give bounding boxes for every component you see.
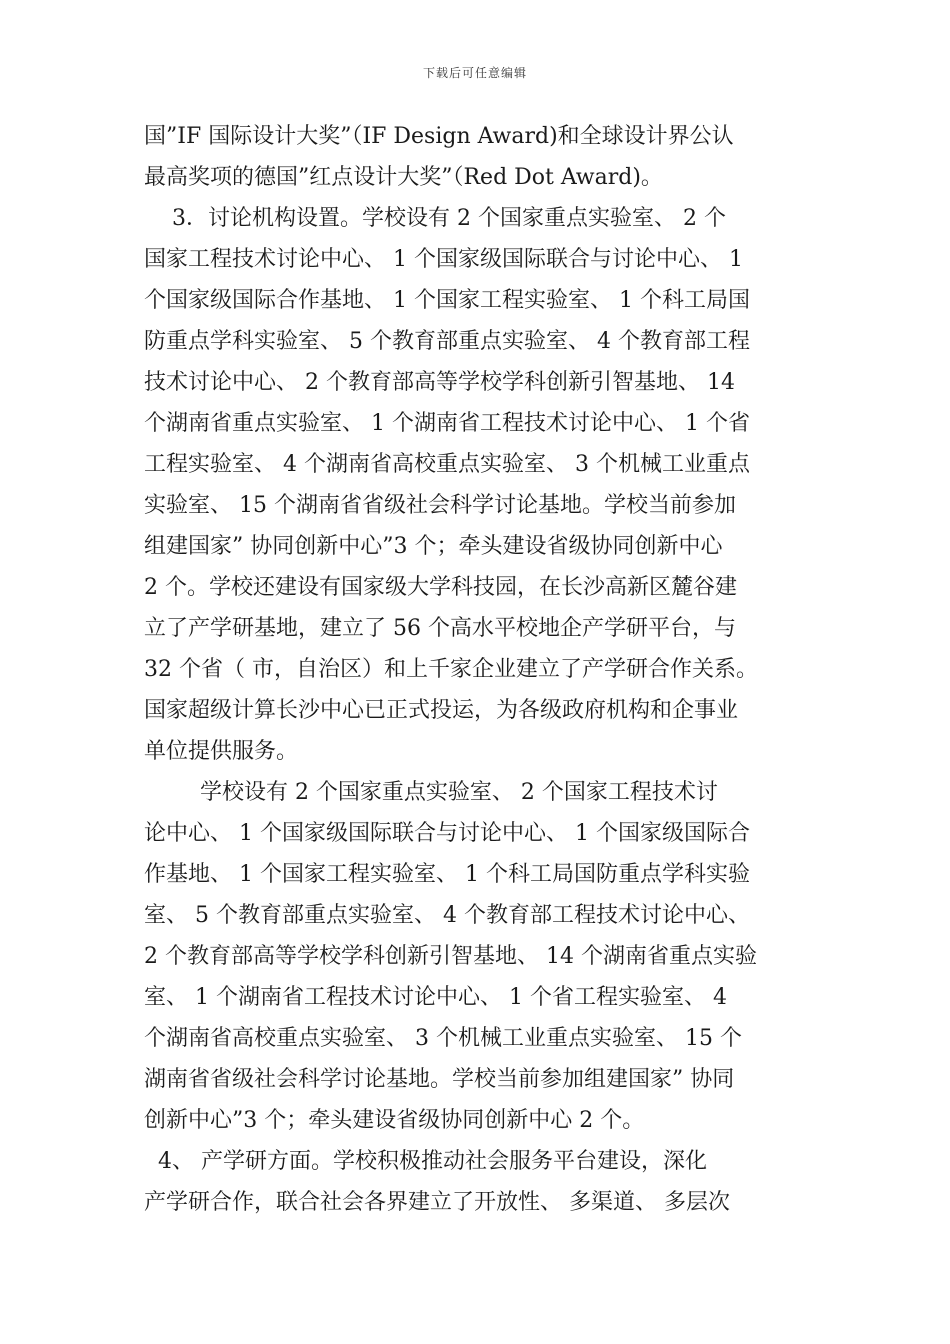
text-line: 32 个省（ 市，自治区）和上千家企业建立了产学研合作关系。	[144, 657, 758, 682]
text-line: 防重点学科实验室、 5 个教育部重点实验室、 4 个教育部工程	[144, 329, 750, 354]
text-line: 工程实验室、 4 个湖南省高校重点实验室、 3 个机械工业重点	[144, 452, 750, 477]
text-line: 2 个教育部高等学校学科创新引智基地、 14 个湖南省重点实验	[144, 944, 757, 969]
text-line: 2 个。学校还建设有国家级大学科技园，在长沙高新区麓谷建	[144, 575, 737, 600]
page-header: 下载后可任意编辑	[422, 66, 527, 80]
text-line: 个湖南省重点实验室、 1 个湖南省工程技术讨论中心、 1 个省	[144, 411, 750, 436]
text-line: 创新中心”3 个；牵头建设省级协同创新中心 2 个。	[144, 1108, 645, 1133]
text-line: 作基地、 1 个国家工程实验室、 1 个科工局国防重点学科实验	[144, 862, 750, 887]
text-line: 国家工程技术讨论中心、 1 个国家级国际联合与讨论中心、 1	[144, 247, 743, 272]
text-line: 单位提供服务。	[144, 739, 299, 764]
text-line: 4、 产学研方面。学校积极推动社会服务平台建设，深化	[144, 1149, 707, 1174]
text-line: 3．讨论机构设置。学校设有 2 个国家重点实验室、 2 个	[144, 206, 726, 231]
text-line: 个国家级国际合作基地、 1 个国家工程实验室、 1 个科工局国	[144, 288, 750, 313]
text-line: 湖南省省级社会科学讨论基地。学校当前参加组建国家” 协同	[144, 1067, 735, 1092]
text-line: 组建国家” 协同创新中心”3 个；牵头建设省级协同创新中心	[144, 534, 723, 559]
text-line: 国家超级计算长沙中心已正式投运，为各级政府机构和企事业	[144, 698, 739, 723]
text-line: 产学研合作，联合社会各界建立了开放性、 多渠道、 多层次	[144, 1190, 730, 1215]
text-line: 立了产学研基地，建立了 56 个高水平校地企产学研平台，与	[144, 616, 736, 641]
text-line: 论中心、 1 个国家级国际联合与讨论中心、 1 个国家级国际合	[144, 821, 750, 846]
text-line: 实验室、 15 个湖南省省级社会科学讨论基地。学校当前参加	[144, 493, 736, 518]
text-line: 室、 5 个教育部重点实验室、 4 个教育部工程技术讨论中心、	[144, 903, 750, 928]
document-body	[144, 116, 808, 1223]
text-line: 个湖南省高校重点实验室、 3 个机械工业重点实验室、 15 个	[144, 1026, 742, 1051]
text-line: 学校设有 2 个国家重点实验室、 2 个国家工程技术讨	[144, 780, 718, 805]
text-line: 室、 1 个湖南省工程技术讨论中心、 1 个省工程实验室、 4	[144, 985, 727, 1010]
text-line: 国”IF 国际设计大奖”（IF Design Award)和全球设计界公认	[144, 124, 734, 149]
text-line: 技术讨论中心、 2 个教育部高等学校学科创新引智基地、 14	[144, 370, 735, 395]
text-line: 最高奖项的德国”红点设计大奖”（Red Dot Award)。	[144, 165, 663, 190]
